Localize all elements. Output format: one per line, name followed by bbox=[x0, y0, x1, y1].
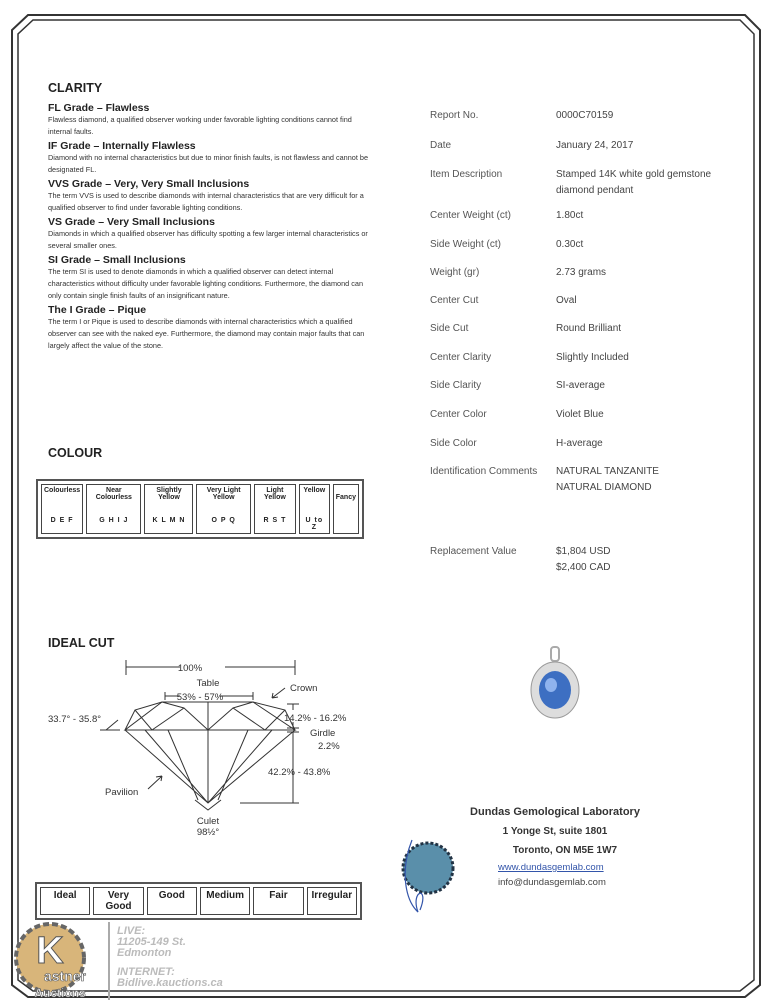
girdle-pct-label: 2.2% bbox=[318, 741, 340, 752]
kastner-watermark bbox=[0, 918, 370, 1000]
table-label: Table bbox=[196, 678, 220, 689]
crown-angle-label: 33.7° - 35.8° bbox=[48, 714, 102, 725]
lab-name: Dundas Gemological Laboratory bbox=[470, 806, 640, 818]
colour-grade-name: Near Colourless bbox=[95, 487, 132, 501]
colour-grade-cell bbox=[254, 484, 296, 534]
live-city: Edmonton bbox=[117, 947, 172, 959]
report-value: 0000C70159 bbox=[556, 110, 614, 121]
internet-url[interactable]: Bidlive.kauctions.ca bbox=[117, 977, 223, 989]
report-value: $1,804 USD $2,400 CAD bbox=[556, 546, 611, 573]
report-label: Center Color bbox=[430, 409, 487, 420]
colour-grade-name: Light Yellow bbox=[264, 487, 286, 501]
clarity-grade-description: Diamond with no internal characteristics but due to minor finish faults, is not flawless and cannot be designated FL. bbox=[48, 153, 369, 174]
report-label: Side Color bbox=[430, 438, 477, 449]
clarity-heading: CLARITY bbox=[48, 81, 103, 95]
colour-grade-cell bbox=[144, 484, 193, 534]
colour-grade-name: Slightly Yellow bbox=[156, 487, 182, 501]
cut-grade-cell: Medium bbox=[200, 887, 250, 915]
colour-grade-letters: O P Q bbox=[211, 517, 236, 524]
cut-grade-cell: Irregular bbox=[307, 887, 357, 915]
clarity-grade-title: FL Grade – Flawless bbox=[48, 102, 150, 114]
lab-address-line2: Toronto, ON M5E 1W7 bbox=[512, 845, 618, 856]
report-label: Item Description bbox=[430, 169, 503, 180]
svg-text:astner: astner bbox=[43, 968, 87, 984]
clarity-grade-description: Diamonds in which a qualified observer has difficulty spotting a few larger internal characteristics or several smaller ones. bbox=[48, 229, 368, 250]
pavilion-pct-label: 42.2% - 43.8% bbox=[268, 767, 331, 778]
report-value: Slightly Included bbox=[556, 352, 629, 363]
report-label: Replacement Value bbox=[430, 546, 517, 557]
colour-scale-table bbox=[36, 479, 364, 539]
pendant-photo bbox=[525, 645, 585, 725]
clarity-grade-description: The term I or Pique is used to describe diamonds with internal characteristics which a qualified observer can see with the naked eye. Furthermore, the diamond may contain major faults that can largely affect the value of the stone. bbox=[48, 317, 365, 350]
colour-grade-letters: K L M N bbox=[152, 517, 186, 524]
report-value: 0.30ct bbox=[556, 239, 584, 250]
culet-angle-label: 98½° bbox=[196, 827, 220, 838]
cut-grade-cell: Very Good bbox=[93, 887, 143, 915]
cut-grade-cell: Ideal bbox=[40, 887, 90, 915]
report-label: Weight (gr) bbox=[430, 267, 480, 278]
cut-grade-cell: Good bbox=[147, 887, 197, 915]
culet-label: Culet bbox=[196, 816, 220, 827]
colour-grade-letters: D E F bbox=[50, 517, 74, 524]
live-label: LIVE: bbox=[117, 925, 146, 937]
report-value: Round Brilliant bbox=[556, 323, 622, 334]
clarity-grade-title: IF Grade – Internally Flawless bbox=[48, 140, 196, 152]
report-label: Identification Comments bbox=[430, 466, 538, 477]
crown-pct-label: 14.2% - 16.2% bbox=[284, 713, 347, 724]
clarity-section bbox=[48, 100, 368, 352]
report-value: Oval bbox=[556, 295, 577, 306]
report-value: SI-average bbox=[556, 380, 605, 391]
clarity-grade-title: VVS Grade – Very, Very Small Inclusions bbox=[48, 178, 250, 190]
colour-grade-cell bbox=[333, 484, 359, 534]
colour-grade-cell bbox=[196, 484, 251, 534]
report-value: NATURAL TANZANITE NATURAL DIAMOND bbox=[556, 466, 659, 493]
clarity-grade-description: The term VVS is used to describe diamonds with internal characteristics that are very difficult for a qualified observer to find under favorable lighting conditions. bbox=[48, 191, 364, 212]
report-value: January 24, 2017 bbox=[556, 140, 634, 151]
internet-label: INTERNET: bbox=[117, 966, 175, 978]
clarity-grade-title: The I Grade – Pique bbox=[48, 304, 147, 316]
cut-grade-table bbox=[35, 882, 362, 920]
report-value: Stamped 14K white gold gemstone diamond pendant bbox=[556, 169, 712, 196]
pavilion-label: Pavilion bbox=[105, 787, 139, 798]
girdle-label: Girdle bbox=[310, 728, 336, 739]
lab-website-link[interactable]: www.dundasgemlab.com bbox=[498, 862, 604, 873]
report-label: Report No. bbox=[430, 110, 479, 121]
width-label: 100% bbox=[177, 663, 203, 674]
report-value: Violet Blue bbox=[556, 409, 604, 420]
crown-label: Crown bbox=[290, 683, 318, 694]
colour-grade-name: Fancy bbox=[335, 494, 356, 501]
live-address: 11205-149 St. bbox=[117, 936, 186, 948]
colour-grade-cell bbox=[299, 484, 330, 534]
lab-address-line1: 1 Yonge St, suite 1801 bbox=[502, 826, 608, 837]
ideal-cut-heading: IDEAL CUT bbox=[48, 636, 115, 650]
kastner-logo bbox=[5, 918, 105, 1000]
svg-text:Auctions: Auctions bbox=[34, 986, 86, 1000]
report-label: Center Cut bbox=[430, 295, 479, 306]
table-pct-label: 53% - 57% bbox=[176, 692, 224, 703]
colour-grade-name: Very Light Yellow bbox=[206, 487, 241, 501]
colour-grade-cell bbox=[86, 484, 141, 534]
hologram-seal bbox=[390, 830, 460, 915]
report-label: Center Clarity bbox=[430, 352, 492, 363]
colour-grade-name: Colourless bbox=[44, 487, 81, 494]
clarity-grade-title: VS Grade – Very Small Inclusions bbox=[48, 216, 215, 228]
report-label: Center Weight (ct) bbox=[430, 210, 511, 221]
colour-grade-letters: U to Z bbox=[305, 517, 324, 531]
clarity-grade-description: Flawless diamond, a qualified observer working under favorable lighting conditions cannot find internal faults. bbox=[48, 115, 352, 136]
report-value: 2.73 grams bbox=[556, 267, 607, 278]
report-label: Side Clarity bbox=[430, 380, 482, 391]
report-value: H-average bbox=[556, 438, 603, 449]
report-label: Date bbox=[430, 140, 452, 151]
colour-grade-letters: G H I J bbox=[99, 517, 129, 524]
colour-grade-letters: R S T bbox=[263, 517, 287, 524]
diamond-cut-diagram bbox=[40, 650, 370, 840]
report-label: Side Cut bbox=[430, 323, 469, 334]
colour-grade-name: Yellow bbox=[303, 487, 326, 494]
clarity-grade-title: SI Grade – Small Inclusions bbox=[48, 254, 186, 266]
clarity-grade-description: The term SI is used to denote diamonds in which a qualified observer can detect internal characteristics without difficulty under favorable lighting conditions. Furthermore, the diamond can only contain single finish faults of an insignificant nature. bbox=[48, 267, 364, 300]
report-value: 1.80ct bbox=[556, 210, 584, 221]
lab-email: info@dundasgemlab.com bbox=[498, 877, 606, 888]
report-label: Side Weight (ct) bbox=[430, 239, 501, 250]
colour-grade-cell bbox=[41, 484, 83, 534]
colour-heading: COLOUR bbox=[48, 446, 103, 460]
cut-grade-cell: Fair bbox=[253, 887, 303, 915]
svg-text:K: K bbox=[36, 930, 64, 972]
